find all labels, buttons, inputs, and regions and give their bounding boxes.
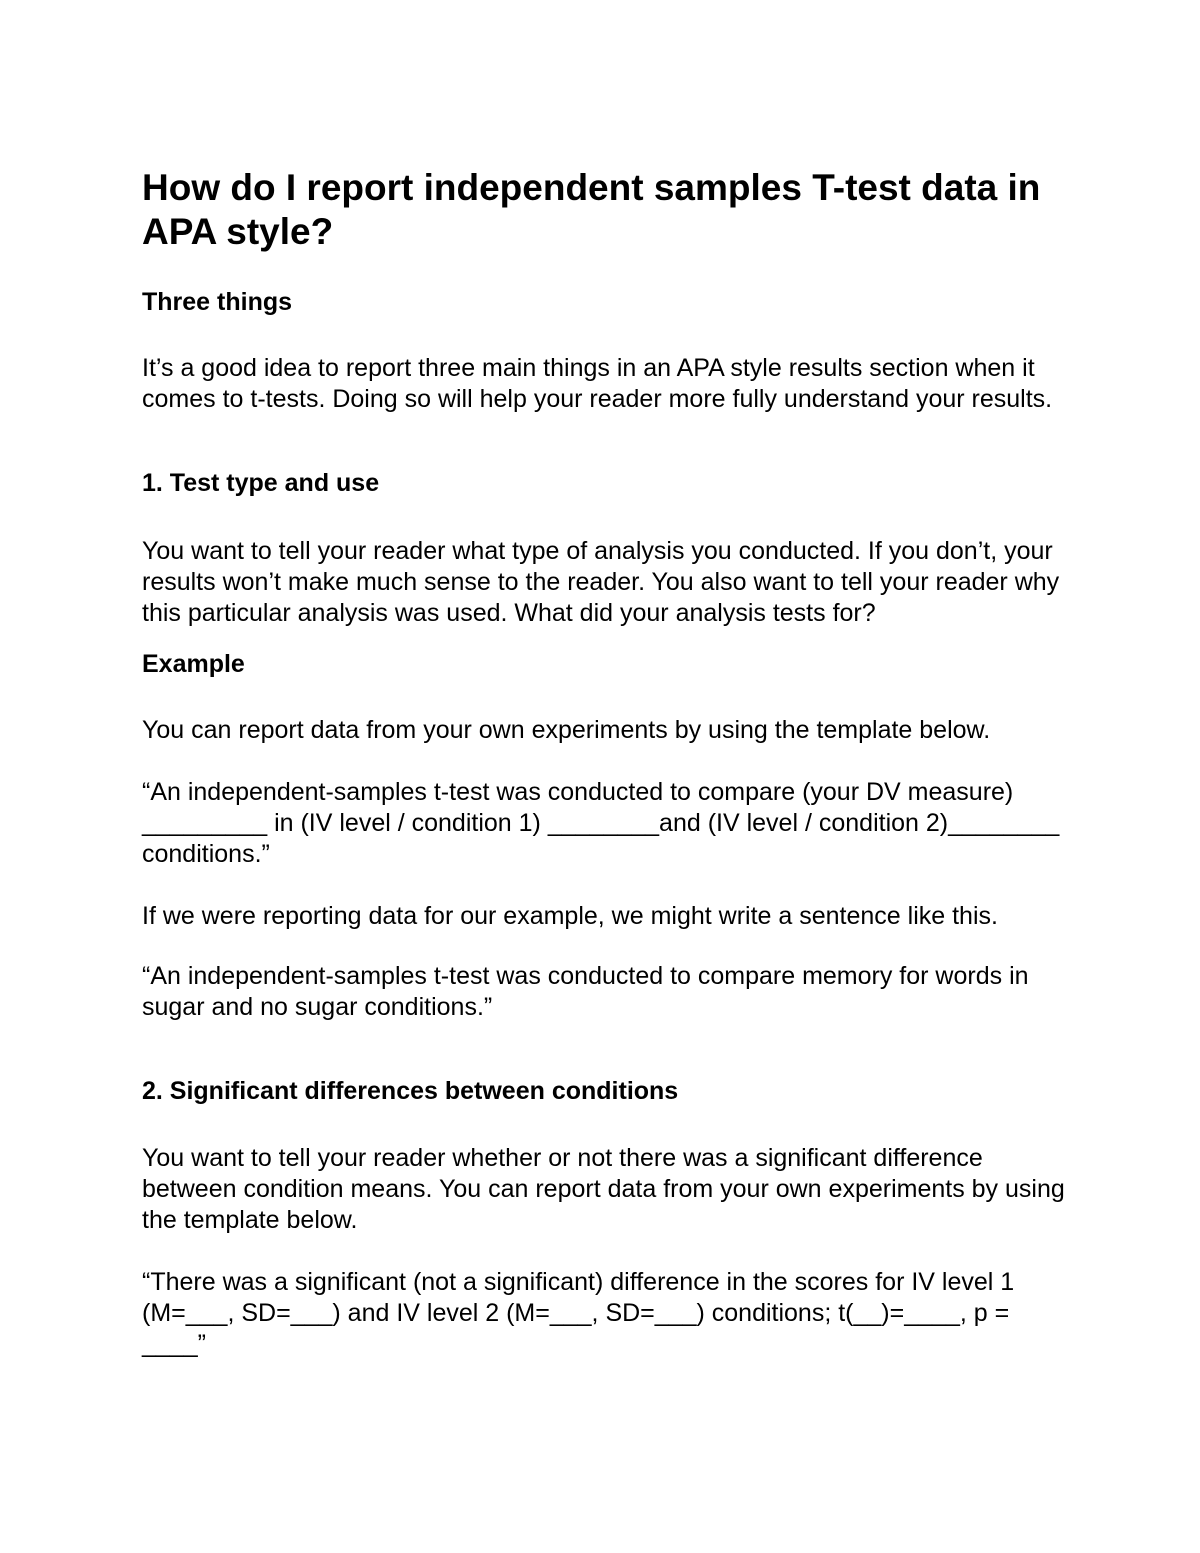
example-heading: Example — [142, 650, 245, 678]
intro-paragraph: It’s a good idea to report three main things in an APA style results section when it comes to t-tests. Doing so will help your reader more fully understand your results. — [142, 354, 1053, 413]
example-lead: If we were reporting data for our example, we might write a sentence like this. — [142, 902, 998, 930]
document-page — [142, 166, 1072, 1360]
section1-paragraph: You want to tell your reader what type of analysis you conducted. If you don’t, your results won’t make much sense to the reader. You also want to tell your reader why this particular analysis was used. What did your analysis tests for? — [142, 537, 1060, 627]
document-title: How do I report independent samples T-test data in APA style? — [142, 167, 1041, 252]
section2-paragraph: You want to tell your reader whether or not there was a significant difference between condition means. You can report data from your own experiments by using the template below. — [142, 1144, 1065, 1234]
template-sentence-2: “There was a significant (not a significant) difference in the scores for IV level 1 (M=___, SD=___) and IV level 2 (M=___, SD=___) conditions; t(__)=____, p = ____” — [142, 1268, 1015, 1358]
section1-heading: 1. Test type and use — [142, 469, 380, 497]
example-intro: You can report data from your own experiments by using the template below. — [142, 716, 991, 744]
intro-heading: Three things — [142, 288, 293, 316]
template-sentence-1: “An independent-samples t-test was conducted to compare (your DV measure) _________ in (IV level / condition 1) ________and (IV level / condition 2)________ conditions.” — [142, 778, 1060, 868]
example-sentence: “An independent-samples t-test was conducted to compare memory for words in sugar and no sugar conditions.” — [142, 962, 1029, 1021]
section2-heading: 2. Significant differences between conditions — [142, 1077, 679, 1105]
